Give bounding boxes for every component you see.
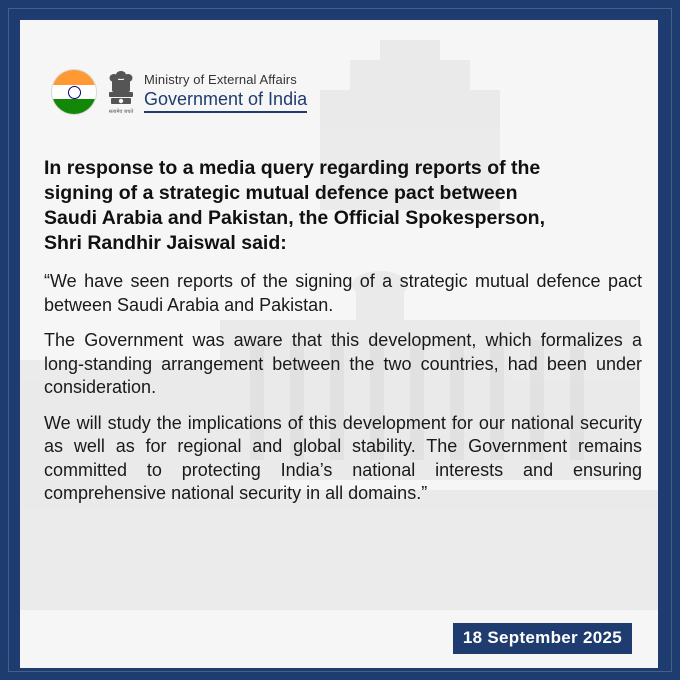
lead-line: In response to a media query regarding reports of the <box>44 157 541 179</box>
statement-paragraph: The Government was aware that this development, which formalizes a long-standing arrangement between the two countries, had been under consideration. <box>44 330 642 397</box>
ministry-title: Ministry of External Affairs <box>144 71 297 87</box>
lead-line: Saudi Arabia and Pakistan, the Official Spokesperson, <box>44 207 546 229</box>
statement-card <box>20 20 658 668</box>
lead-line: signing of a strategic mutual defence pact between <box>44 182 518 204</box>
ministry-header <box>52 64 307 120</box>
statement-paragraph: “We have seen reports of the signing of a strategic mutual defence pact between Saudi Arabia and Pakistan. <box>44 271 642 315</box>
statement-lead <box>44 156 642 256</box>
ministry-name <box>144 72 307 113</box>
statement-body <box>44 156 642 506</box>
india-flag-icon <box>52 70 96 114</box>
lead-line: Shri Randhir Jaiswal said: <box>44 232 287 254</box>
statement-paragraph: We will study the implications of this development for our national security as well as for regional and global stability. The Government remains committed to protecting India’s national interests and ensuring comprehensive national security in all domains.” <box>44 412 642 503</box>
government-title: Government of India <box>144 88 307 113</box>
date-badge: 18 September 2025 <box>453 623 632 654</box>
national-emblem-icon <box>104 66 138 118</box>
emblem-motto: सत्यमेव जयते <box>108 109 134 115</box>
